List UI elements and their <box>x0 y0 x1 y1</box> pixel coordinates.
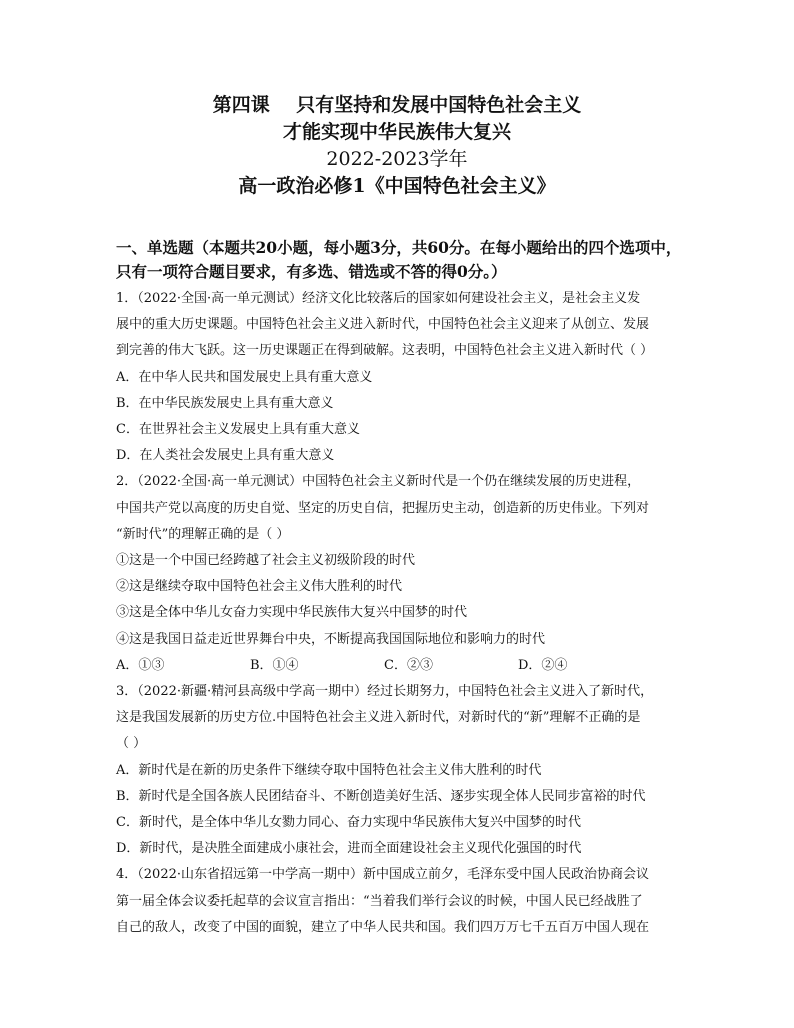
title-line-year: 2022-2023学年 <box>326 148 468 170</box>
question-3-option-c: C．新时代，是全体中华儿女勠力同心、奋力实现中华民族伟大复兴中国梦的时代 <box>116 815 581 831</box>
question-2-stem-line: 中国共产党以高度的历史自觉、坚定的历史自信，把握历史主动，创造新的历史伟业。下列对 <box>116 500 650 516</box>
title-line-course: 高一政治必修1《中国特色社会主义》 <box>238 175 556 197</box>
question-3-option-a: A．新时代是在新的历史条件下继续夺取中国特色社会主义伟大胜利的时代 <box>116 762 542 778</box>
question-2-statement-4: ④这是我国日益走近世界舞台中央，不断提高我国国际地位和影响力的时代 <box>116 631 546 647</box>
question-2-stem-line: “新时代”的理解正确的是（ ） <box>116 526 290 542</box>
question-3 <box>116 679 686 862</box>
section-heading-line-1: 一、单选题（本题共20小题，每小题3分，共60分。在每小题给出的四个选项中， <box>116 238 682 257</box>
question-3-stem-line: （ ） <box>116 736 147 752</box>
document-title <box>0 92 794 200</box>
question-2 <box>116 469 686 679</box>
question-2-statement-1: ①这是一个中国已经跨越了社会主义初级阶段的时代 <box>116 553 416 569</box>
question-3-stem-line: 3．（2022·新疆·精河县高级中学高一期中）经过长期努力，中国特色社会主义进入了新时代， <box>116 684 654 700</box>
question-1-option-c: C．在世界社会主义发展史上具有重大意义 <box>116 422 360 438</box>
question-1-option-d: D．在人类社会发展史上具有重大意义 <box>116 448 335 464</box>
question-section <box>116 236 686 941</box>
question-4-stem-line: 4．（2022·山东省招远第一中学高一期中）新中国成立前夕，毛泽东受中国人民政治协商会议 <box>116 867 649 883</box>
question-2-statement-3: ③这是全体中华儿女奋力实现中华民族伟大复兴中国梦的时代 <box>116 605 468 621</box>
question-1-option-a: A．在中华人民共和国发展史上具有重大意义 <box>116 369 373 385</box>
question-2-option-d: D．②④ <box>518 657 568 673</box>
question-3-stem-line: 这是我国发展新的历史方位.中国特色社会主义进入新时代，对新时代的“新”理解不正确的是 <box>116 710 641 726</box>
question-4-stem-line: 第一届全体会议委托起草的会议宣言指出：“当着我们举行会议的时候，中国人民已经战胜了 <box>116 893 643 909</box>
question-4-stem-line: 自己的敌人，改变了中国的面貌，建立了中华人民共和国。我们四万万七千五百万中国人现在 <box>116 919 650 935</box>
question-3-option-b: B．新时代是全国各族人民团结奋斗、不断创造美好生活、逐步实现全体人民同步富裕的时代 <box>116 788 646 804</box>
section-heading-line-2: 只有一项符合题目要求，有多选、错选或不答的得0分。） <box>116 262 507 281</box>
question-1-option-b: B．在中华民族发展史上具有重大意义 <box>116 395 334 411</box>
question-2-options <box>116 653 686 679</box>
question-1-stem-line: 到完善的伟大飞跃。这一历史课题正在得到破解。这表明，中国特色社会主义进入新时代（ ） <box>116 343 654 359</box>
question-2-option-c: C．②③ <box>384 657 433 673</box>
question-4 <box>116 862 686 941</box>
question-1 <box>116 286 686 469</box>
title-line-2: 才能实现中华民族伟大复兴 <box>282 121 511 143</box>
question-2-option-b: B．①④ <box>250 657 299 673</box>
question-2-statement-2: ②这是继续夺取中国特色社会主义伟大胜利的时代 <box>116 579 403 595</box>
question-2-option-a: A．①③ <box>116 657 165 673</box>
section-heading <box>116 236 686 284</box>
question-1-stem-line: 展中的重大历史课题。中国特色社会主义进入新时代，中国特色社会主义迎来了从创立、发展 <box>116 317 650 333</box>
question-3-option-d: D．新时代，是决胜全面建成小康社会，进而全面建设社会主义现代化强国的时代 <box>116 841 582 857</box>
question-1-stem-line: 1．（2022·全国·高一单元测试）经济文化比较落后的国家如何建设社会主义，是社会主义发 <box>116 291 641 306</box>
title-line-1: 第四课 只有坚持和发展中国特色社会主义 <box>212 94 582 116</box>
question-2-stem-line: 2．（2022·全国·高一单元测试）中国特色社会主义新时代是一个仍在继续发展的历史进程， <box>116 474 641 490</box>
